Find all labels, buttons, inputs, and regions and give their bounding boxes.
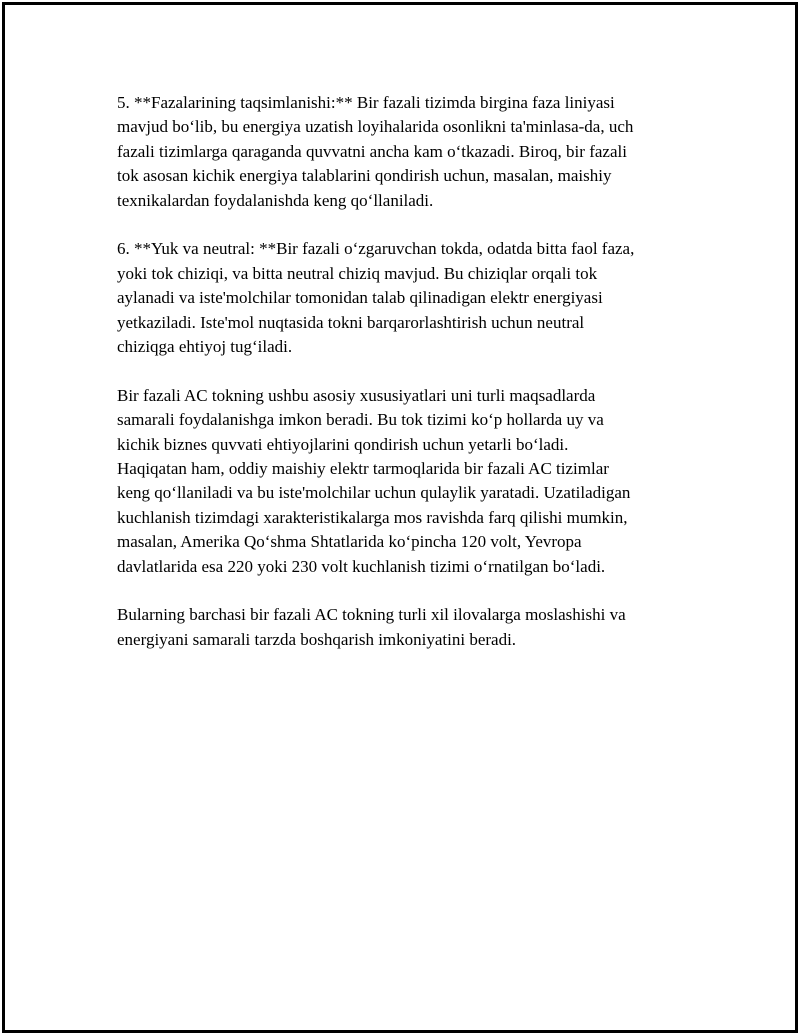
paragraph-load-and-neutral: 6. **Yuk va neutral: **Bir fazali o‘zgaruvchan tokda, odatda bitta faol faza, yoki tok chiziqi, va bitta neutral chiziq mavjud. Bu chiziqlar orqali tok aylanadi va iste'molchilar tomonidan talab qilinadigan elektr energiyasi yetkaziladi. Iste'mol nuqtasida tokni barqarorlashtirish uchun neutral chiziqga ehtiyoj tug‘iladi.: [117, 239, 635, 357]
paragraph-single-phase-features: Bir fazali AC tokning ushbu asosiy xususiyatlari uni turli maqsadlarda samarali foydalanishga imkon beradi. Bu tok tizimi ko‘p hollarda uy va kichik biznes quvvati ehtiyojlarini qondirish uchun yetarli bo‘ladi. Haqiqatan ham, oddiy maishiy elektr tarmoqlarida bir fazali AC tizimlar keng qo‘llaniladi va bu iste'molchilar uchun qulaylik yaratadi. Uzatiladigan kuchlanish tizimdagi xarakteristikalarga mos ravishda farq qilishi mumkin, masalan, Amerika Qo‘shma Shtatlarida ko‘pincha 120 volt, Yevropa davlatlarida esa 220 yoki 230 volt kuchlanish tizimi o‘rnatilgan bo‘ladi.: [117, 385, 631, 576]
paragraph-conclusion: Bularning barchasi bir fazali AC tokning turli xil ilovalarga moslashishi va energiyani samarali tarzda boshqarish imkoniyatini beradi.: [117, 605, 626, 649]
paragraph-phase-distribution: 5. **Fazalarining taqsimlanishi:** Bir fazali tizimda birgina faza liniyasi mavjud bo‘lib, bu energiya uzatish loyihalarida osonlikni ta'minlasa-da, uch fazali tizimlarga qaraganda quvvatni ancha kam o‘tkazadi. Biroq, bir fazali tok asosan kichik energiya talablarini qondirish uchun, masalan, maishiy texnikalardan foydalanishda keng qo‘llaniladi.: [117, 93, 634, 210]
document-body: [117, 91, 702, 677]
